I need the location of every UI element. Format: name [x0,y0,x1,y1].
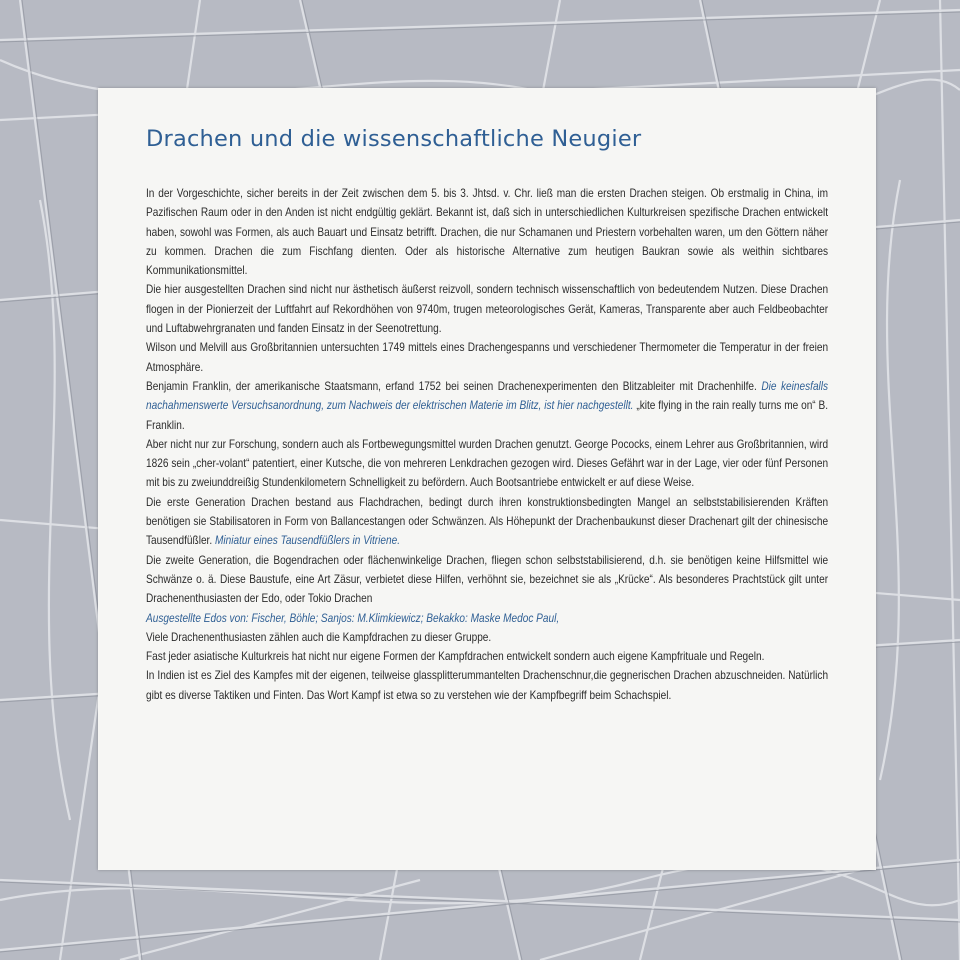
text-run: Die erste Generation Drachen bestand aus Flachdrachen, bedingt durch ihren konstruktionsbedingten Mangel an selbststabilisierenden Kräften benötigen sie Stabilisatoren in Form von Ballancestangen oder Schwänzen. Als Höhepunkt der Drachenbaukunst dieser Drachenart gilt der chinesische Tausendfüßler. [146,495,829,548]
text-run: Benjamin Franklin, der amerikanische Staatsmann, erfand 1752 bei seinen Drachenexperimenten den Blitzableiter mit Drachenhilfe. [146,379,757,393]
paragraph: Aber nicht nur zur Forschung, sondern auch als Fortbewegungsmittel wurden Drachen genutzt. George Pococks, einem Lehrer aus Großbritannien, wird 1826 sein „cher-volant“ patentiert, einer Kutsche, die von mehreren Lenkdrachen gezogen wird. Dieses Gefährt war in der Lage, vier oder fünf Personen mit bis zu zweiunddreißig Stundenkilometern Schnelligkeit zu befördern. Auch Bootsantriebe entwickelt er auf diese Weise. [146,437,829,490]
exhibit-note: Die keinesfalls nachahmenswerte Versuchsanordnung, zum Nachweis der elektrischen Materie im Blitz, ist hier nachgestellt. [146,379,829,413]
exhibit-note: Ausgestellte Edos von: Fischer, Böhle; Sanjos: M.Klimkiewicz; Bekakko: Maske Medoc Paul, [146,611,560,625]
text-panel [98,88,876,870]
paragraph: Die zweite Generation, die Bogendrachen oder flächenwinkelige Drachen, fliegen schon selbststabilisierend, d.h. sie benötigen keine Hilfsmittel wie Schwänze o. ä. Diese Baustufe, eine Art Zäsur, verbietet diese Hilfen, verhöhnt sie, bezeichnet sie als „Krücke“. Als besonderes Prachtstück gilt unter Drachenenthusiasten der Edo, oder Tokio Drachen [146,553,829,606]
page-title: Drachen und die wissenschaftliche Neugier [146,126,642,152]
body-text [146,184,828,705]
exhibit-note: Miniatur eines Tausendfüßlers in Vitriene. [214,534,401,548]
paragraph: In der Vorgeschichte, sicher bereits in der Zeit zwischen dem 5. bis 3. Jhtsd. v. Chr. ließ man die ersten Drachen steigen. Ob erstmalig in China, im Pazifischen Raum oder in den Anden ist nicht endgültig geklärt. Bekannt ist, daß sich in unterschiedlichen Kulturkreisen spezifische Drachen entwickelt haben, sowohl was Formen, als auch Bauart und Einsatz betrifft. Drachen, die nur Schamanen und Priestern vorbehalten waren, um den Göttern näher zu kommen. Drachen die zum Fischfang dienten. Oder als historische Alternative zum heutigen Baukran sowie als weithin sichtbares Kommunikationsmittel. [146,187,829,278]
paragraph: Fast jeder asiatische Kulturkreis hat nicht nur eigene Formen der Kampfdrachen entwickelt sondern auch eigene Kampfrituale und Regeln. [146,650,765,664]
paragraph: Viele Drachenenthusiasten zählen auch die Kampfdrachen zu dieser Gruppe. [146,630,492,644]
paragraph [146,377,828,435]
paragraph: Die hier ausgestellten Drachen sind nicht nur ästhetisch äußerst reizvoll, sondern technisch wissenschaftlich von bedeutendem Nutzen. Diese Drachen flogen in der Pionierzeit der Luftfahrt auf Rekordhöhen von 9740m, trugen meteorologisches Gerät, Kameras, Transparente aber auch Feldbeobachter und Luftabwehrgranaten und fanden Einsatz in der Seenotrettung. [146,283,829,336]
paragraph: In Indien ist es Ziel des Kampfes mit der eigenen, teilweise glassplitterummantelten Drachenschnur,die gegnerischen Drachen abzuschneiden. Natürlich gibt es diverse Taktiken und Finten. Das Wort Kampf ist etwa so zu verstehen wie der Kampfbegriff beim Schachspiel. [146,669,829,702]
paragraph [146,493,828,551]
paragraph: Wilson und Melvill aus Großbritannien untersuchten 1749 mittels eines Drachengespanns und verschiedener Thermometer die Temperatur in der freien Atmosphäre. [146,341,829,374]
quote: „kite flying in the rain really turns me on“ B. Franklin. [146,399,829,432]
